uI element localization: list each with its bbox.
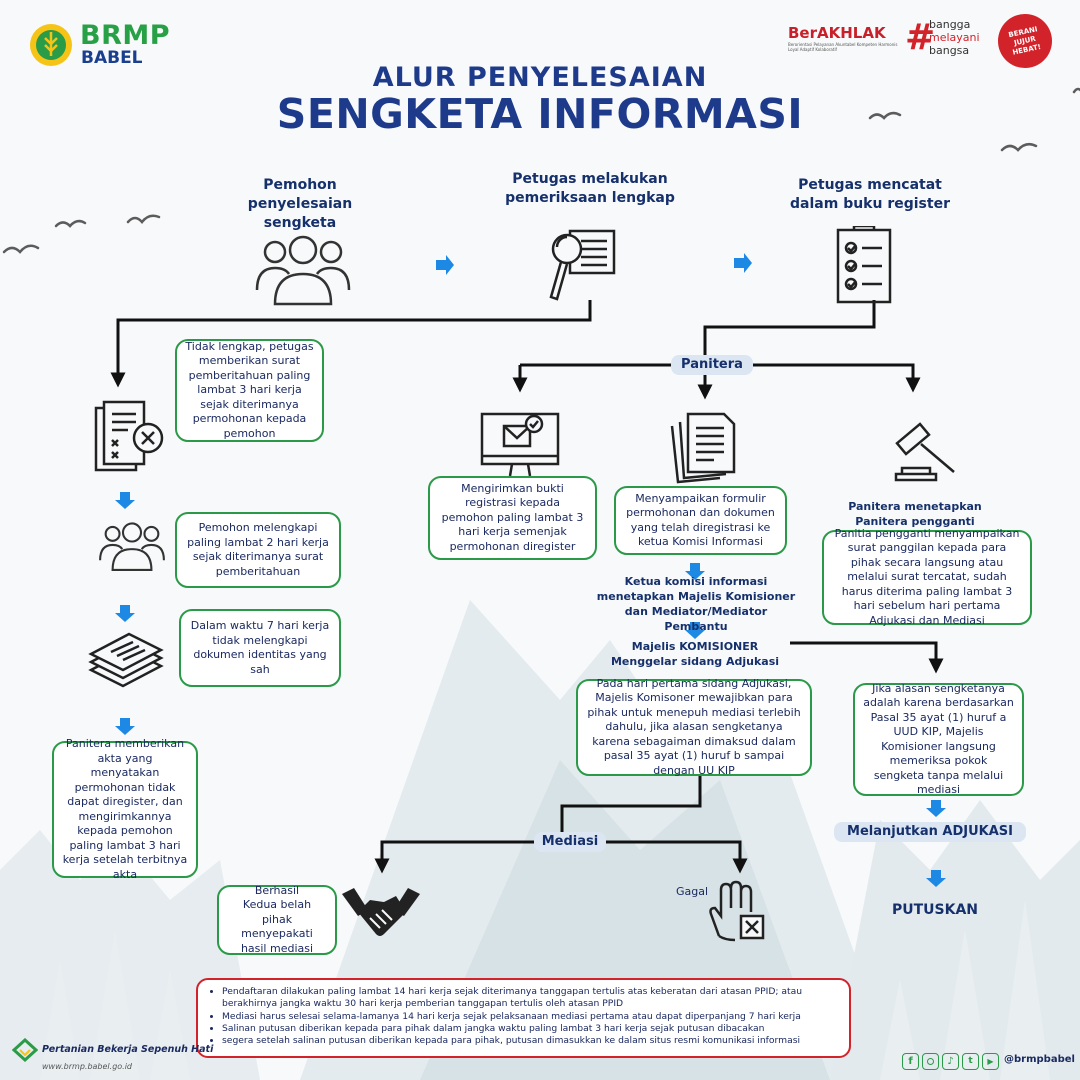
footer-tagline: Pertanian Bekerja Sepenuh Hati — [42, 1044, 214, 1055]
brand-name-2: BABEL — [81, 48, 143, 68]
footer-handle[interactable]: @brmpbabel — [1004, 1054, 1075, 1065]
footer-website[interactable]: www.brmp.babel.go.id — [42, 1062, 133, 1071]
note-pasal-35-a: Jika alasan sengketanya adalah karena berdasarkan Pasal 35 ayat (1) huruf a UUD KIP, Majelis Komisioner langsung memeriksa pokok sengketa tanpa melalui mediasi — [853, 683, 1024, 796]
flow-arrow-5 — [115, 718, 135, 735]
flow-arrow-8 — [926, 800, 946, 817]
gavel-icon — [888, 410, 964, 486]
berhasil-text: Kedua belah pihak menyepakati hasil mediasi — [240, 898, 314, 955]
facebook-icon[interactable]: f — [902, 1053, 919, 1070]
brand-name-1: BRMP — [80, 20, 171, 51]
flow-arrow-3 — [115, 492, 135, 509]
mediasi-label: Mediasi — [534, 832, 606, 852]
people-group-icon — [253, 232, 353, 307]
handshake-icon — [340, 880, 422, 940]
kementan-logo-icon — [12, 1038, 38, 1068]
checklist-icon — [834, 226, 896, 306]
flow-arrow-4 — [115, 605, 135, 622]
ketua-komisi-label: Ketua komisi informasi menetapkan Majelis Komisioner dan Mediator/Mediator Pembantu — [596, 575, 796, 633]
panitera-pengganti-title: Panitera menetapkan Panitera pengganti — [848, 500, 982, 528]
flow-arrow-9 — [926, 870, 946, 887]
step-register-label: Petugas mencatat dalam buku register — [790, 177, 950, 212]
youtube-icon[interactable]: ▶ — [982, 1053, 999, 1070]
step-pemeriksaan-label: Petugas melakukan pemeriksaan lengkap — [505, 171, 675, 206]
tiktok-icon[interactable]: ♪ — [942, 1053, 959, 1070]
people-group-icon-2 — [96, 520, 168, 572]
badge-text: BERANI JUJUR HEBAT! — [1007, 24, 1042, 57]
gagal-label: Gagal — [676, 885, 709, 898]
twitter-icon[interactable]: t — [962, 1053, 979, 1070]
note-tidak-lengkap: Tidak lengkap, petugas memberikan surat pemberitahuan paling lambat 3 hari kerja sejak diterimanya permohonan kepada pemohon — [175, 339, 324, 442]
melayani-text: melayani — [929, 31, 980, 44]
note-item: • Pendaftaran dilakukan paling lambat 14 hari kerja sejak diterimanya tanggapan tertulis atas keberatan dari atasan PPID; atau berakhirnya jangka waktu 30 hari kerja pemberian tanggapan tertulis oleh atasan PPID — [222, 986, 839, 1011]
monitor-email-icon — [480, 410, 560, 482]
social-icons — [902, 1053, 999, 1070]
flow-arrow-1 — [436, 255, 454, 275]
note-item: • segera setelah salinan putusan diberikan kepada para pihak, putusan dimasukkan ke dalam situs resmi komunikasi informasi — [222, 1035, 839, 1047]
note-akta-panitera: Panitera memberikan akta yang menyatakan permohonan tidak dapat diregister, dan mengirimkannya kepada pemohon paling lambat 3 hari kerja setelah terbitnya akta — [52, 741, 198, 878]
note-mediasi-berhasil — [217, 885, 337, 955]
note-pemohon-melengkapi: Pemohon melengkapi paling lambat 2 hari kerja sejak diterimanya surat pemberitahuan — [175, 512, 341, 588]
note-item: • Salinan putusan diberikan kepada para pihak dalam jangka waktu paling lambat 3 hari kerja sejak putusan dibacakan — [222, 1023, 839, 1035]
notes-box — [196, 978, 851, 1058]
title-line-2: SENGKETA INFORMASI — [276, 90, 804, 138]
instagram-icon[interactable] — [922, 1053, 939, 1070]
note-tujuh-hari: Dalam waktu 7 hari kerja tidak melengkapi dokumen identitas yang sah — [179, 609, 341, 687]
note-bukti-registrasi: Mengirimkan bukti registrasi kepada pemohon paling lambat 3 hari kerja semenjak permohonan diregister — [428, 476, 597, 560]
document-reject-icon — [92, 398, 168, 476]
berakhlak-text: BerAKHLAK — [788, 24, 886, 42]
documents-icon — [668, 410, 744, 486]
flow-arrow-2 — [734, 253, 752, 273]
hand-reject-icon — [705, 880, 767, 942]
note-sidang-adjukasi: Pada hari pertama sidang Adjukasi, Majelis Komisoner mewajibkan para pihak untuk menepuh mediasi terlebih dahulu, jika alasan sengketanya karena sebagaiman dimaksud dalam pasal 35 ayat (1) huruf b sampai dengan UU KIP — [576, 679, 812, 776]
note-surat-panggilan: Panitia pengganti menyampaikan surat panggilan kepada para pihak secara langsung atau melalui surat tercatat, sudah harus diterima paling lambat 3 hari sebelum hari pertama Adjukasi dan Mediasi — [822, 530, 1032, 625]
bangsa-text: bangsa — [929, 44, 970, 57]
berakhlak-subtext: Berorientasi Pelayanan Akuntabel Kompeten Harmonis Loyal Adaptif Kolaboratif — [788, 42, 898, 52]
putuskan-label: PUTUSKAN — [891, 902, 979, 918]
berhasil-title: Berhasil — [254, 883, 300, 897]
bangga-text: bangga — [929, 18, 971, 31]
majelis-line-2: Menggelar sidang Adjukasi — [610, 655, 780, 668]
title-line-1: ALUR PENYELESAIAN — [372, 62, 708, 93]
notes-list — [210, 986, 839, 1047]
majelis-line-1: Majelis KOMISIONER — [631, 640, 759, 653]
lanjut-adjukasi-label: Melanjutkan ADJUKASI — [834, 822, 1026, 842]
note-item: • Mediasi harus selesai selama-lamanya 14 hari kerja sejak pelaksanaan mediasi pertama atau dapat diperpanjang 7 hari kerja — [222, 1011, 839, 1023]
note-formulir-ke-ketua: Menyampaikan formulir permohonan dan dokumen yang telah diregistrasi ke ketua Komisi Informasi — [614, 486, 787, 555]
hashtag-symbol: # — [905, 17, 936, 58]
magnifier-document-icon — [545, 225, 620, 305]
paper-stack-icon — [83, 630, 169, 692]
panitera-label: Panitera — [671, 355, 753, 375]
step-pemohon-label: Pemohon penyelesaian sengketa — [247, 177, 353, 231]
